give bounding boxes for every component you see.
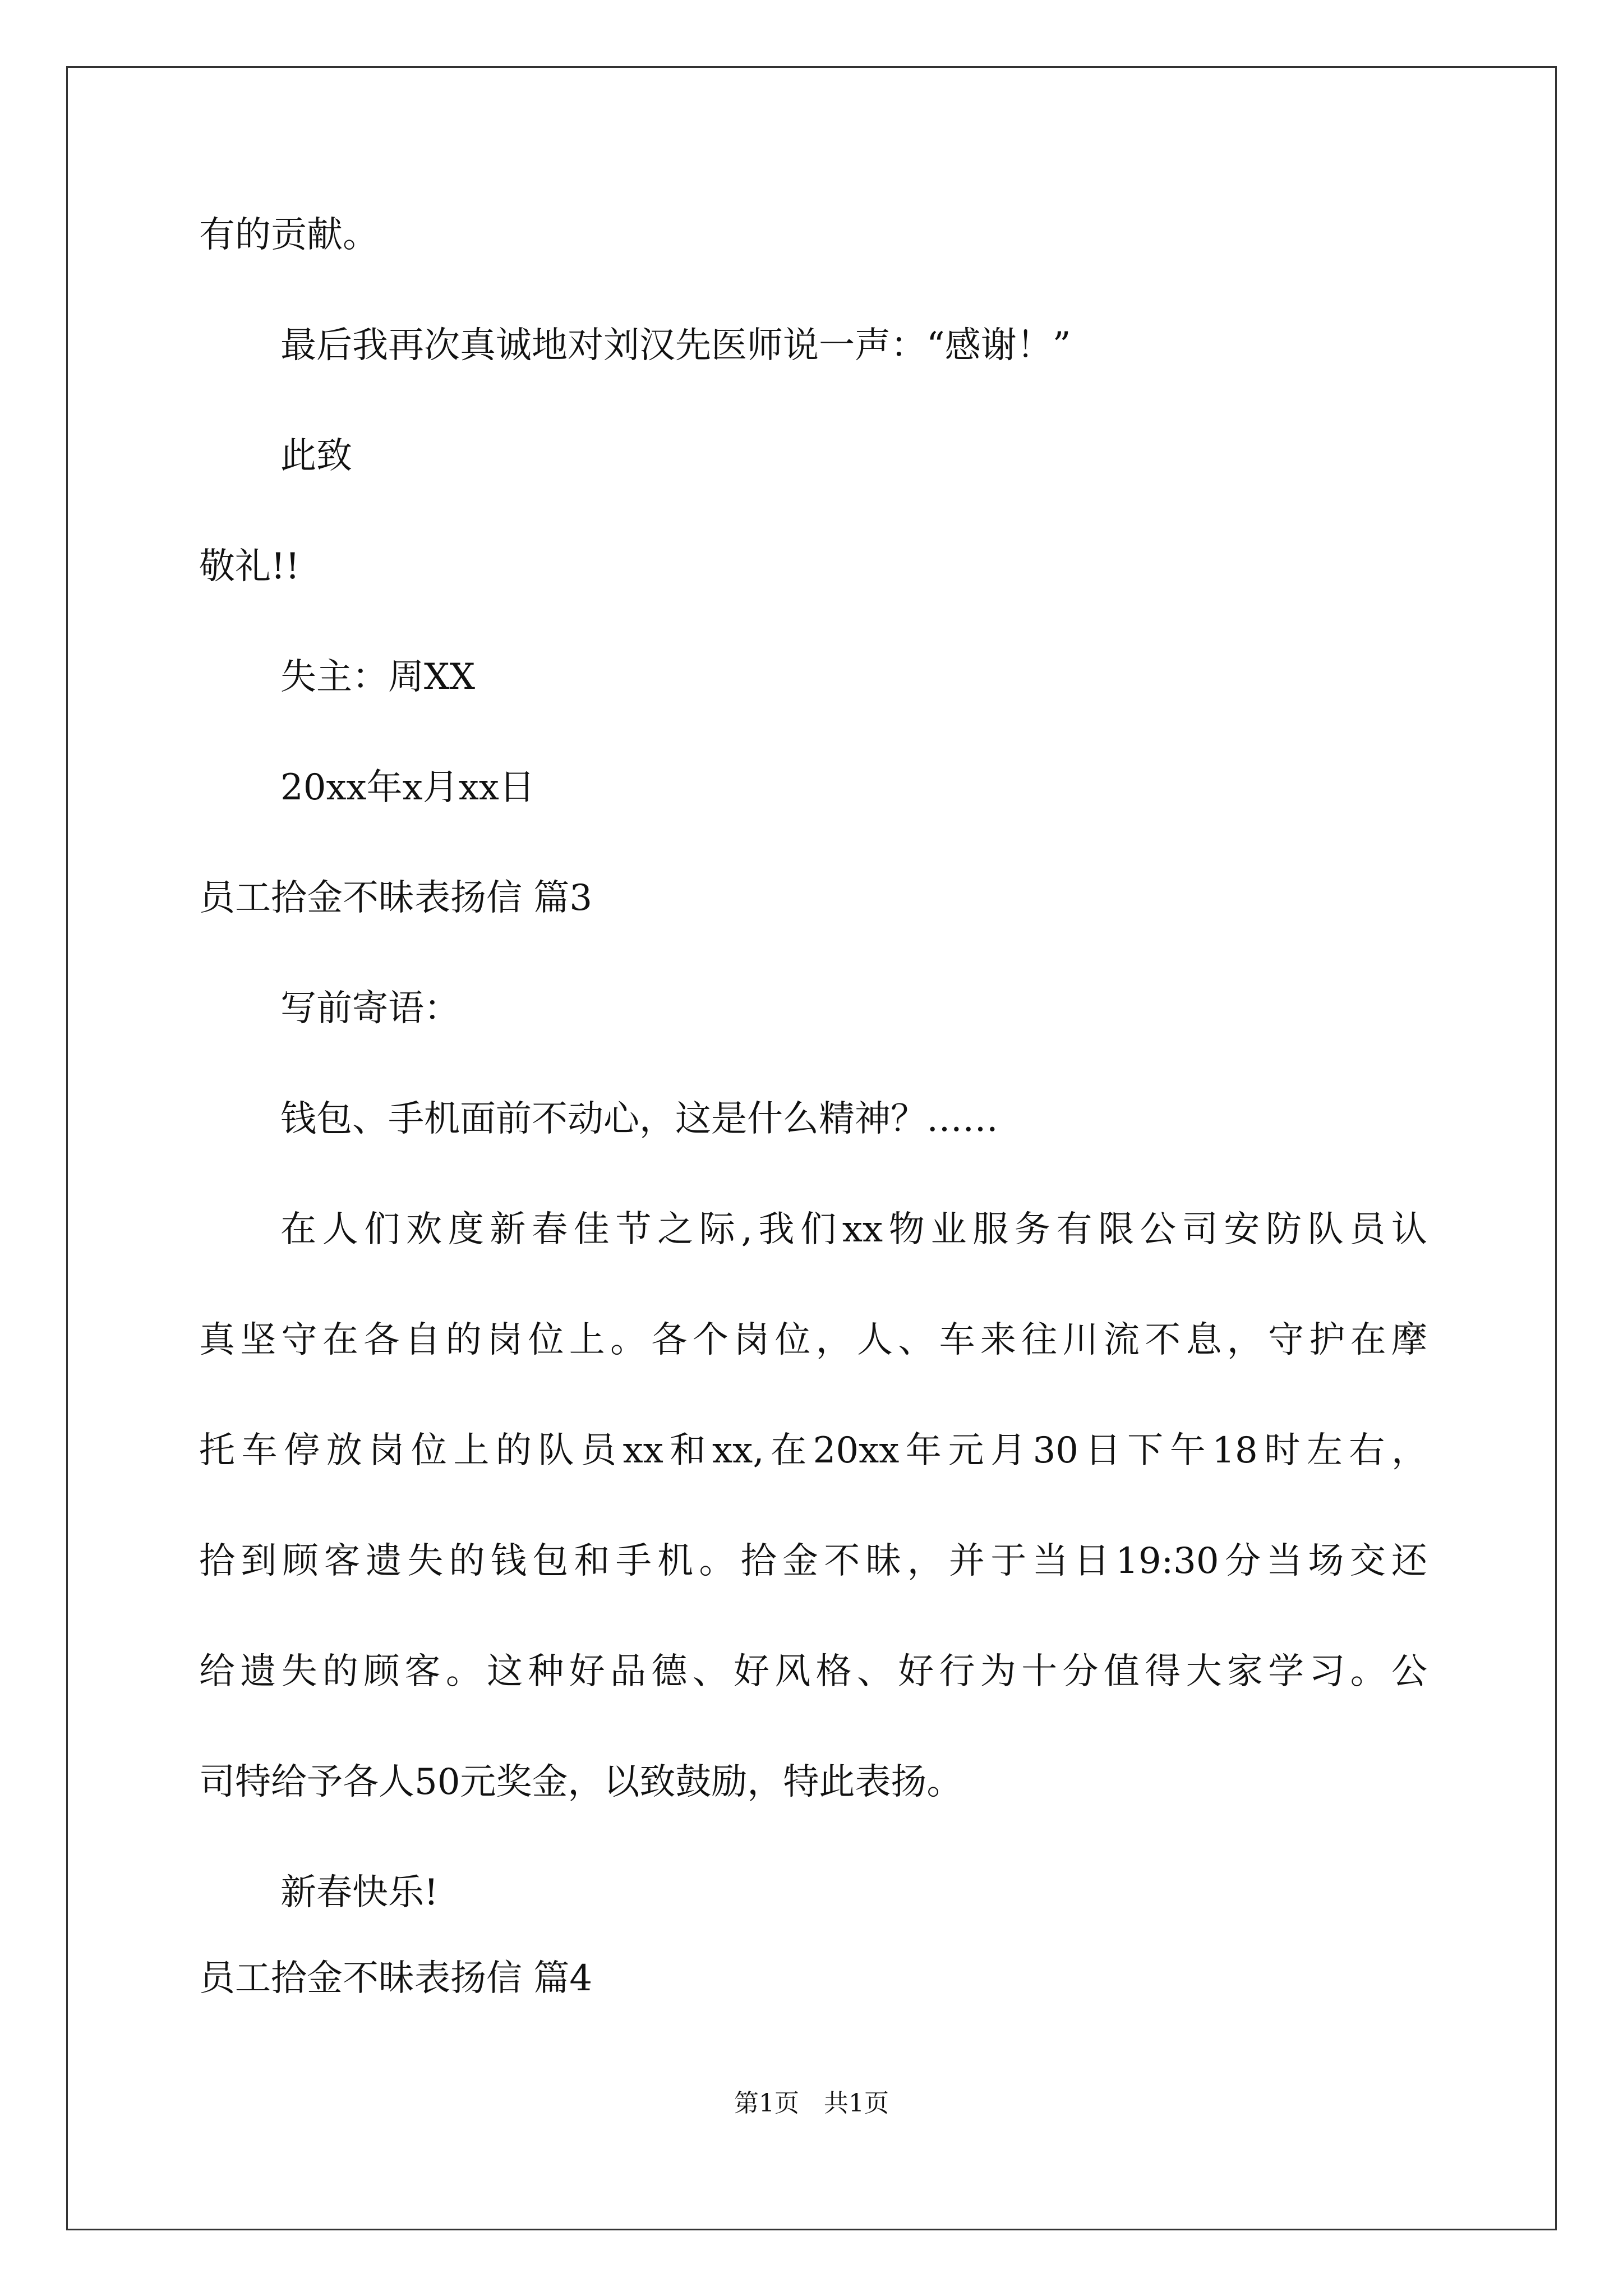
section-heading: 员工拾金不昧表扬信 篇4 <box>199 1958 593 1999</box>
body-paragraph-line: 司特给予各人50元奖金，以致鼓励，特此表扬。 <box>199 1761 963 1803</box>
date-line: 20xx年x月xx日 <box>280 767 535 808</box>
greeting-line: 新春快乐! <box>280 1872 439 1913</box>
salutation-respect: 敬礼!! <box>199 546 300 587</box>
body-paragraph-line: 拾到顾客遗失的钱包和手机。拾金不昧，并于当日19:30分当场交还 <box>199 1540 1427 1582</box>
preface-text: 钱包、手机面前不动心，这是什么精神？…… <box>280 1098 998 1140</box>
body-paragraph-line: 给遗失的顾客。这种好品德、好风格、好行为十分值得大家学习。公 <box>199 1651 1427 1692</box>
signature-line: 失主：周XX <box>280 656 476 698</box>
page-footer: 第1页 共1页 <box>734 2089 889 2118</box>
body-paragraph-line: 在人们欢度新春佳节之际,我们xx物业服务有限公司安防队员认 <box>280 1209 1427 1250</box>
body-paragraph-line: 托车停放岗位上的队员xx和xx,在20xx年元月30日下午18时左右， <box>199 1430 1427 1471</box>
salutation-line: 此致 <box>280 435 352 477</box>
body-paragraph-line: 真坚守在各自的岗位上。各个岗位，人、车来往川流不息，守护在摩 <box>199 1319 1427 1361</box>
preface-label: 写前寄语： <box>280 988 460 1029</box>
section-heading: 员工拾金不昧表扬信 篇3 <box>199 877 593 919</box>
closing-sentence: 最后我再次真诚地对刘汉先医师说一声：“感谢！” <box>280 325 1071 366</box>
paragraph-line: 有的贡献。 <box>199 214 379 256</box>
